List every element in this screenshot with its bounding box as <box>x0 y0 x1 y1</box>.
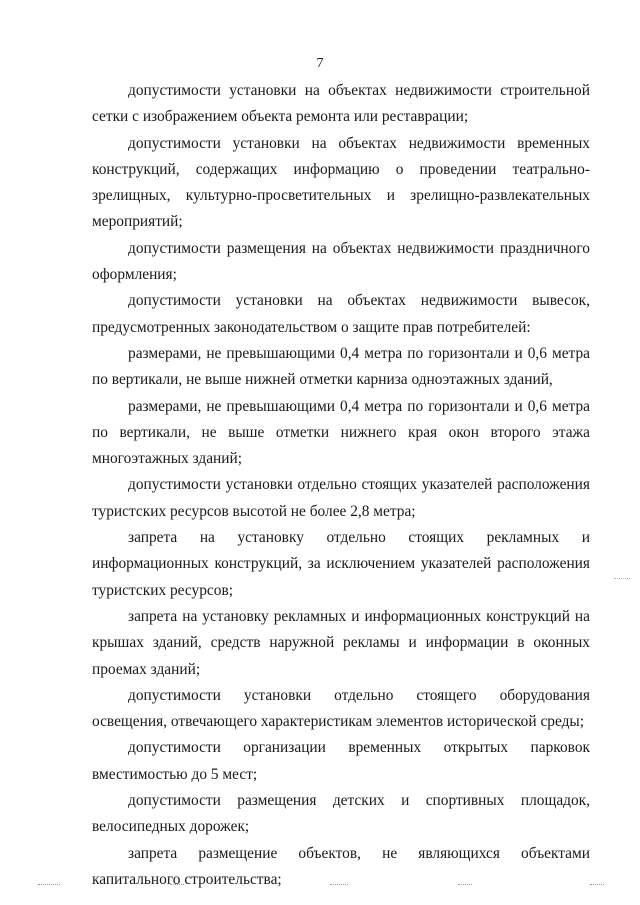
paragraph: размерами, не превышающими 0,4 метра по горизонтали и 0,6 метра по вертикали, не выше отметки нижнего края окон второго этажа многоэтажных зданий; <box>92 397 590 468</box>
scan-artifact <box>38 884 60 885</box>
paragraph: запрета на установку отдельно стоящих рекламных и информационных конструкций, за исключением указателей расположения туристских ресурсов; <box>92 529 590 599</box>
paragraph: допустимости установки отдельно стоящего оборудования освещения, отвечающего характеристикам элементов исторической среды; <box>92 686 590 731</box>
document-body <box>92 78 590 893</box>
paragraph: допустимости размещения на объектах недвижимости праздничного оформления; <box>92 239 590 284</box>
paragraph: запрета размещение объектов, не являющихся объектами капитального строительства; <box>92 844 590 888</box>
scan-artifact <box>330 884 348 885</box>
page-number: 7 <box>316 56 324 71</box>
paragraph: размерами, не превышающими 0,4 метра по горизонтали и 0,6 метра по вертикали, не выше нижней отметки карниза одноэтажных зданий, <box>92 344 590 389</box>
paragraph: допустимости организации временных открытых парковок вместимостью до 5 мест; <box>92 739 590 783</box>
paragraph: допустимости установки на объектах недвижимости вывесок, предусмотренных законодательством о защите прав потребителей: <box>92 292 590 336</box>
paragraph: допустимости установки на объектах недвижимости строительной сетки с изображением объекта ремонта или реставрации; <box>92 82 590 126</box>
paragraph: допустимости установки отдельно стоящих указателей расположения туристских ресурсов высотой не более 2,8 метра; <box>92 476 590 520</box>
scan-artifact <box>590 884 604 885</box>
paragraph: запрета на установку рекламных и информационных конструкций на крышах зданий, средств наружной рекламы и информации в оконных проемах зданий; <box>92 607 590 678</box>
scan-artifact <box>458 884 472 885</box>
paragraph: допустимости размещения детских и спортивных площадок, велосипедных дорожек; <box>92 792 590 836</box>
scan-artifact <box>614 578 630 579</box>
scan-artifact <box>170 884 184 885</box>
paragraph: допустимости установки на объектах недвижимости временных конструкций, содержащих информацию о проведении театрально-зрелищных, культурно-просветительных и зрелищно-развлекательных мероприятий; <box>92 134 590 231</box>
